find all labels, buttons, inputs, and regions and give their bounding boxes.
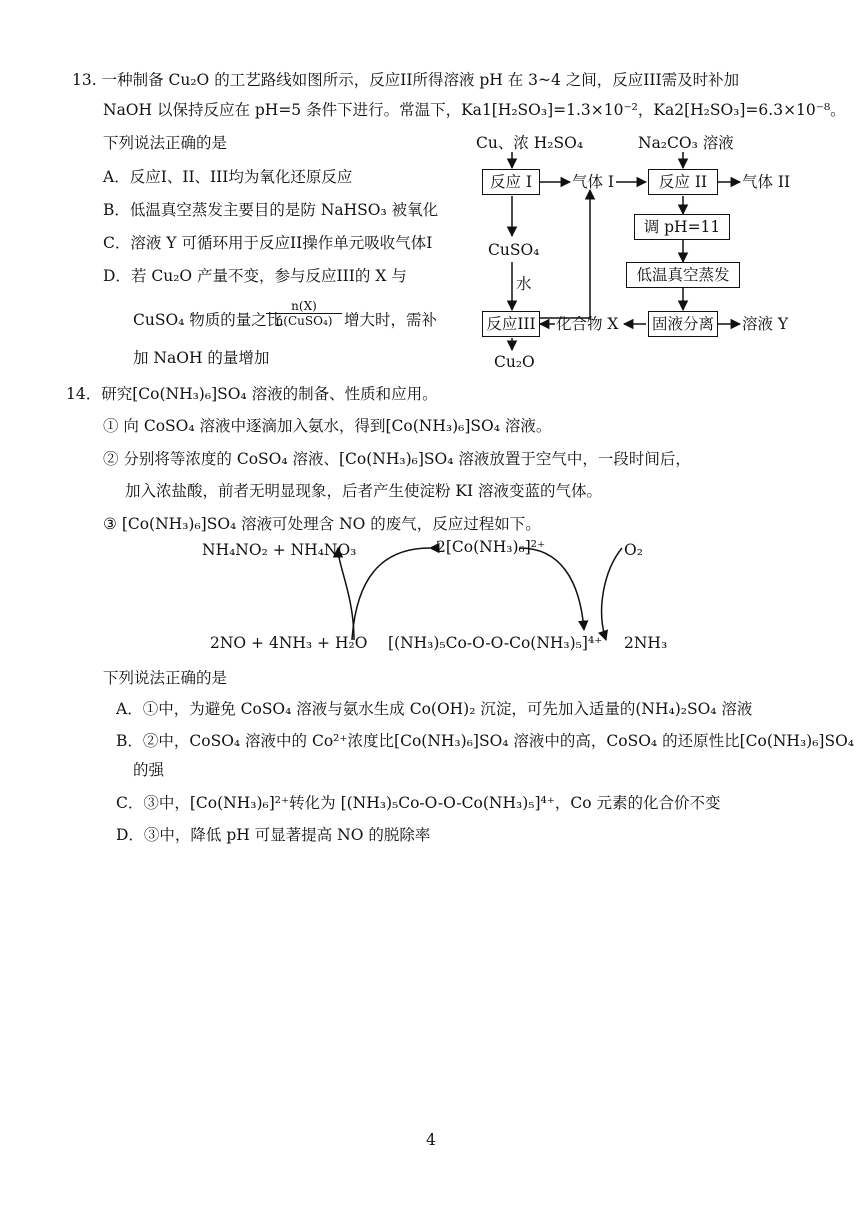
q14-option-b-line2: 的强 — [133, 761, 165, 779]
flow-input-na2co3: Na₂CO₃ 溶液 — [638, 134, 734, 152]
q14-stem: 14．研究[Co(NH₃)₆]SO₄ 溶液的制备、性质和应用。 — [66, 385, 438, 403]
q14-option-c: C．③中，[Co(NH₃)₆]²⁺转化为 [(NH₃)₅Co-O-O-Co(NH₃)₅]⁴⁺，Co 元素的化合价不变 — [116, 794, 721, 812]
flow-gas-2: 气体 II — [742, 173, 791, 191]
cycle-reactants: 2NO + 4NH₃ + H₂O — [210, 634, 368, 652]
flow-adjust-ph: 调 pH=11 — [634, 214, 730, 240]
q13-option-d-line3: 加 NaOH 的量增加 — [133, 349, 270, 367]
cycle-oxygen: O₂ — [624, 541, 643, 559]
q13-option-d-line2-post: 增大时，需补 — [344, 311, 438, 329]
q13-stem-line2: NaOH 以保持反应在 pH=5 条件下进行。常温下，Ka1[H₂SO₃]=1.3×10⁻²，Ka2[H₂SO₃]=6.3×10⁻⁸。 — [103, 101, 846, 119]
flow-reaction-1: 反应 I — [482, 169, 540, 195]
q14-item-2-line2: 加入浓盐酸，前者无明显现象，后者产生使淀粉 KI 溶液变蓝的气体。 — [125, 482, 603, 500]
flow-cuso4: CuSO₄ — [488, 241, 540, 259]
cycle-products: NH₄NO₂ + NH₄NO₃ — [202, 541, 357, 559]
q14-item-3: ③ [Co(NH₃)₆]SO₄ 溶液可处理含 NO 的废气，反应过程如下。 — [103, 515, 541, 533]
flow-solution-y: 溶液 Y — [742, 315, 789, 333]
q13-option-a: A．反应I、II、III均为氧化还原反应 — [103, 168, 353, 186]
flow-separation: 固液分离 — [648, 311, 718, 337]
q13-option-c: C．溶液 Y 可循环用于反应II操作单元吸收气体I — [103, 234, 433, 252]
flow-reaction-2: 反应 II — [648, 169, 718, 195]
flow-reaction-3: 反应III — [482, 311, 540, 337]
q13-prompt: 下列说法正确的是 — [103, 134, 228, 152]
q14-item-1: ① 向 CoSO₄ 溶液中逐滴加入氨水，得到[Co(NH₃)₆]SO₄ 溶液。 — [103, 417, 552, 435]
flow-water: 水 — [516, 275, 532, 293]
q13-option-d-line1: D．若 Cu₂O 产量不变，参与反应III的 X 与 — [103, 267, 407, 285]
cycle-ammonia: 2NH₃ — [624, 634, 668, 652]
flow-compound-x: 化合物 X — [556, 315, 619, 333]
cycle-peroxo-complex: [(NH₃)₅Co-O-O-Co(NH₃)₅]⁴⁺ — [388, 634, 603, 652]
flow-input-cu-h2so4: Cu、浓 H₂SO₄ — [476, 134, 584, 152]
q14-prompt: 下列说法正确的是 — [103, 669, 228, 687]
q13-option-d-line2-pre: CuSO₄ 物质的量之比 — [133, 311, 283, 329]
flow-cu2o: Cu₂O — [494, 353, 535, 371]
q14-item-2-line1: ② 分别将等浓度的 CoSO₄ 溶液、[Co(NH₃)₆]SO₄ 溶液放置于空气中，一段时间后， — [103, 450, 691, 468]
fraction-denominator: n(CuSO₄) — [275, 314, 333, 328]
q13-stem-line1: 13. 一种制备 Cu₂O 的工艺路线如图所示，反应II所得溶液 pH 在 3~4 之间，反应III需及时补加 — [72, 71, 740, 89]
q14-option-a: A．①中，为避免 CoSO₄ 溶液与氨水生成 Co(OH)₂ 沉淀，可先加入适量的(NH₄)₂SO₄ 溶液 — [116, 700, 753, 718]
fraction-numerator: n(X) — [266, 299, 342, 314]
q14-option-b-line1: B．②中，CoSO₄ 溶液中的 Co²⁺浓度比[Co(NH₃)₆]SO₄ 溶液中的高，CoSO₄ 的还原性比[Co(NH₃)₆]SO₄ — [116, 732, 854, 750]
q14-option-d: D．③中，降低 pH 可显著提高 NO 的脱除率 — [116, 826, 431, 844]
cycle-cobalt-complex: 2[Co(NH₃)₆]²⁺ — [436, 538, 546, 556]
q13-option-b: B．低温真空蒸发主要目的是防 NaHSO₃ 被氧化 — [103, 201, 439, 219]
page-number: 4 — [426, 1131, 436, 1149]
flow-evaporation: 低温真空蒸发 — [626, 262, 740, 288]
flow-gas-1: 气体 I — [572, 173, 615, 191]
